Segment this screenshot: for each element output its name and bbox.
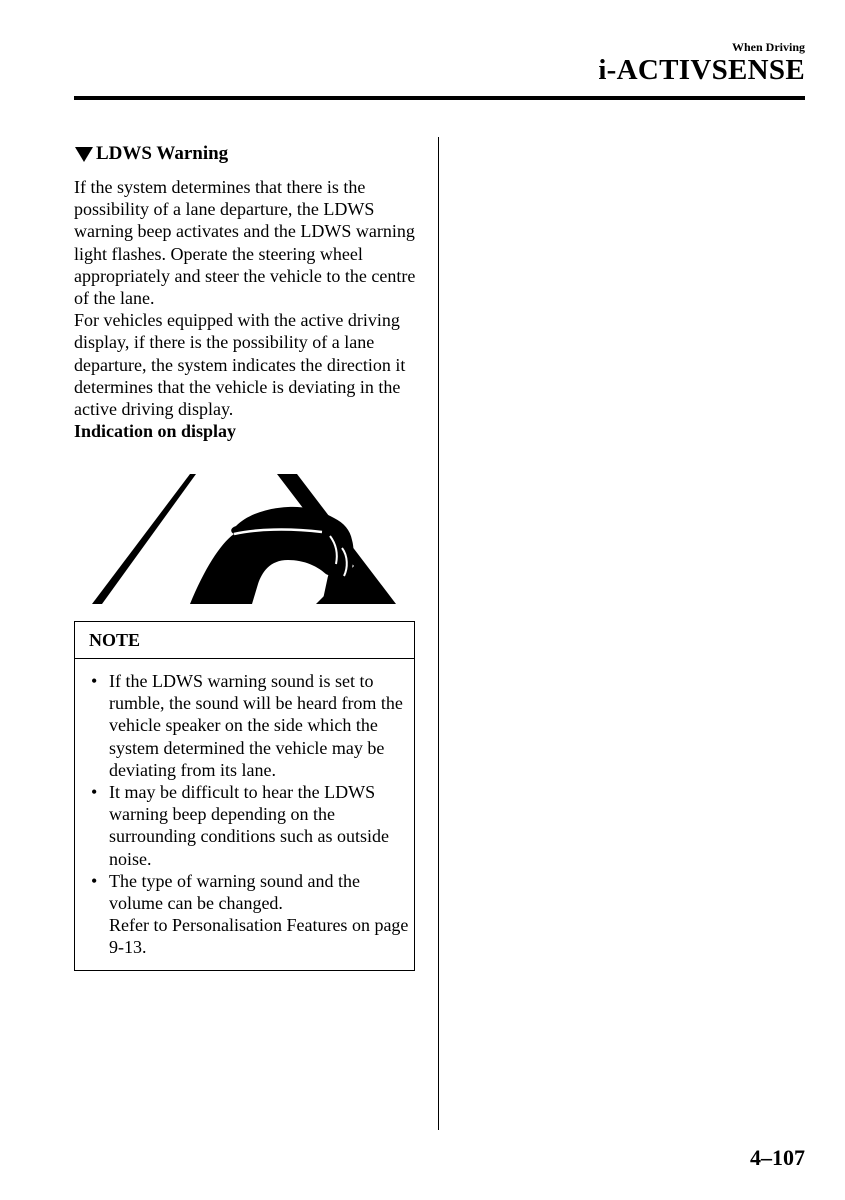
page-reference: Refer to Personalisation Features on page 9-13. xyxy=(109,915,409,958)
column-divider xyxy=(438,137,439,1130)
page-title: i-ACTIVSENSE xyxy=(598,54,805,86)
lane-departure-illustration xyxy=(92,474,398,611)
display-subheading: Indication on display xyxy=(74,421,237,442)
note-list xyxy=(89,670,409,959)
down-triangle-icon xyxy=(74,145,94,163)
chapter-label: When Driving xyxy=(731,40,805,54)
section-body xyxy=(74,176,424,442)
body-paragraph: For vehicles equipped with the active driving display, if there is the possibility of a lane departure, the system indicates the direction it determines that the vehicle is deviating in the active driving display. xyxy=(74,310,406,420)
page-number: 4–107 xyxy=(750,1145,805,1170)
bullet-icon: • xyxy=(91,782,98,803)
note-item-text: If the LDWS warning sound is set to rumble, the sound will be heard from the vehicle speaker on the side which the system determined the vehicle may be deviating from its lane. xyxy=(109,671,403,780)
note-label: NOTE xyxy=(89,630,141,650)
bullet-icon: • xyxy=(91,671,98,691)
section-heading xyxy=(74,142,228,166)
header-rule xyxy=(74,96,805,100)
note-item-text: It may be difficult to hear the LDWS warning beep depending on the surrounding conditions such as outside noise. xyxy=(109,782,389,869)
list-item xyxy=(89,670,409,781)
body-paragraph: If the system determines that there is the possibility of a lane departure, the LDWS warning beep activates and the LDWS warning light flashes. Operate the steering wheel appropriately and steer the vehicle to the centre of the lane. xyxy=(74,177,416,309)
note-divider xyxy=(75,658,414,659)
lane-departure-display-icon xyxy=(92,474,398,606)
note-box xyxy=(74,621,415,971)
section-heading-text: LDWS Warning xyxy=(96,143,229,164)
list-item xyxy=(89,781,409,870)
list-item xyxy=(89,870,409,959)
note-item-text: The type of warning sound and the volume can be changed. xyxy=(109,870,360,914)
bullet-icon: • xyxy=(91,870,98,891)
